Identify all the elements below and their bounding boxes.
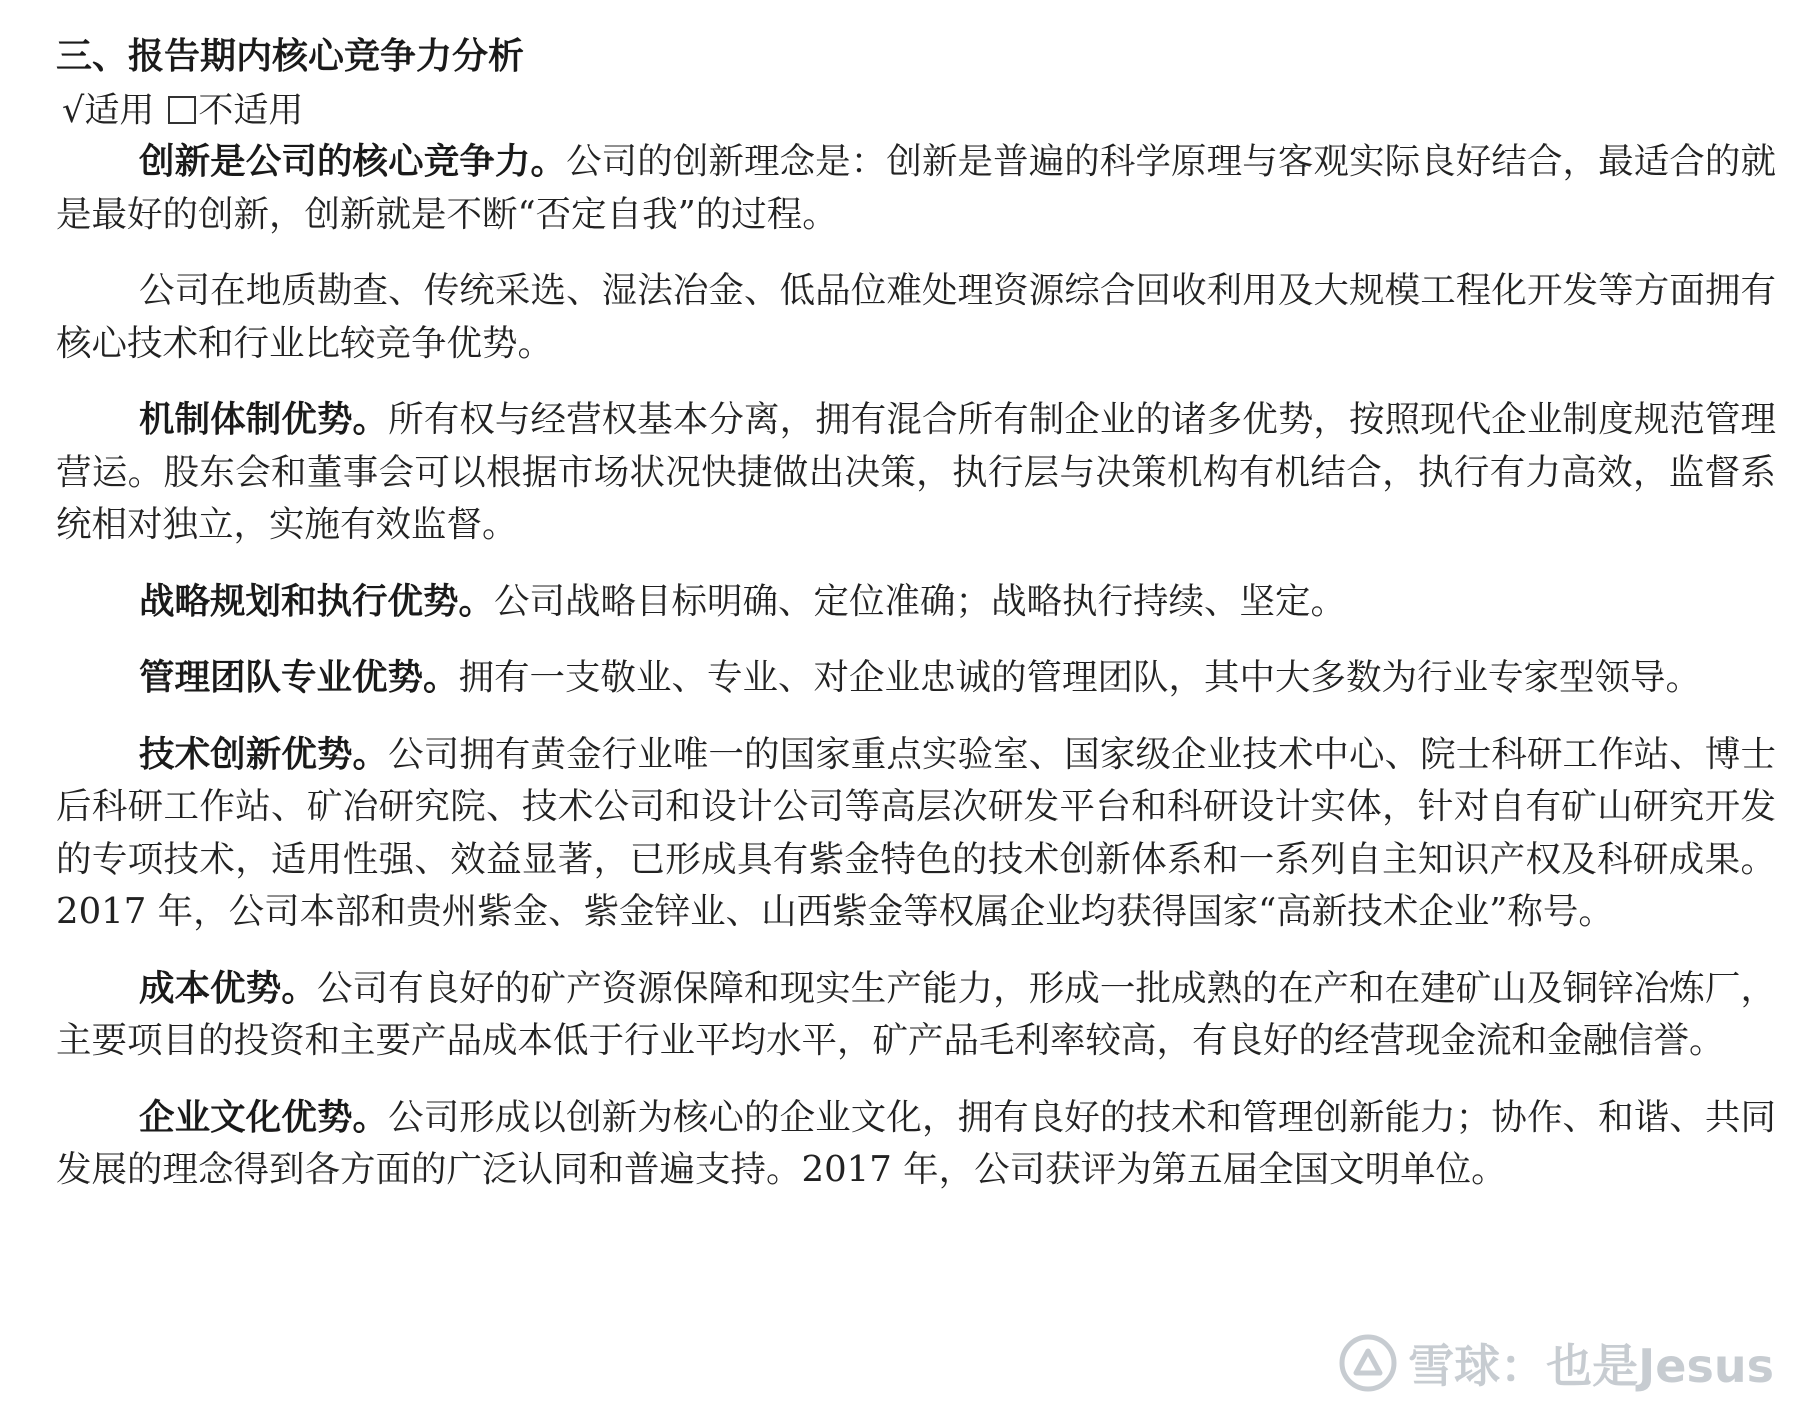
paragraph-body: 公司在地质勘查、传统采选、湿法冶金、低品位难处理资源综合回收利用及大规模工程化开发等方面拥有核心技术和行业比较竞争优势。	[56, 270, 1776, 364]
paragraph-management-team	[56, 652, 1776, 705]
paragraph-tech-innovation	[56, 729, 1776, 939]
paragraph-lead: 战略规划和执行优势。	[139, 580, 495, 622]
not-applicable-label: 不适用	[198, 91, 304, 131]
document-page	[56, 30, 1776, 1221]
paragraph-core-technology	[56, 265, 1776, 370]
paragraph-body: 公司有良好的矿产资源保障和现实生产能力，形成一批成熟的在产和在建矿山及铜锌冶炼厂，主要项目的投资和主要产品成本低于行业平均水平，矿产品毛利率较高，有良好的经营现金流和金融信誉。	[56, 967, 1776, 1061]
watermark	[1338, 1330, 1774, 1396]
applicability-line	[62, 86, 1776, 136]
applicable-label: 适用	[84, 91, 155, 131]
snowball-logo-icon	[1338, 1333, 1398, 1393]
empty-checkbox-icon	[168, 96, 196, 124]
paragraph-body: 拥有一支敬业、专业、对企业忠诚的管理团队，其中大多数为行业专家型领导。	[458, 657, 1702, 698]
paragraph-lead: 成本优势。	[139, 967, 317, 1009]
checkmark-icon: √	[62, 91, 85, 131]
paragraph-lead: 管理团队专业优势。	[139, 657, 459, 698]
paragraph-body: 所有权与经营权基本分离，拥有混合所有制企业的诸多优势，按照现代企业制度规范管理营运。股东会和董事会可以根据市场状况快捷做出决策，执行层与决策机构有机结合，执行有力高效，监督系统相对独立，实施有效监督。	[56, 399, 1776, 545]
paragraph-innovation	[56, 136, 1776, 241]
paragraph-strategy	[56, 576, 1776, 629]
paragraph-lead: 创新是公司的核心竞争力。	[139, 141, 567, 182]
paragraph-culture	[56, 1092, 1776, 1197]
paragraph-cost	[56, 963, 1776, 1068]
paragraph-lead: 技术创新优势。	[139, 733, 389, 775]
paragraph-body: 公司战略目标明确、定位准确；战略执行持续、坚定。	[494, 580, 1347, 622]
paragraph-mechanism	[56, 394, 1776, 552]
watermark-text: 雪球：也是Jesus	[1408, 1339, 1774, 1393]
paragraph-body: 公司拥有黄金行业唯一的国家重点实验室、国家级企业技术中心、院士科研工作站、博士后科研工作站、矿冶研究院、技术公司和设计公司等高层次研发平台和科研设计实体，针对自有矿山研究开发的专项技术，适用性强、效益显著，已形成具有紫金特色的技术创新体系和一系列自主知识产权及科研成果。2017 年，公司本部和贵州紫金、紫金锌业、山西紫金等权属企业均获得国家“高新技术企业”称号。	[56, 733, 1776, 932]
section-title: 三、报告期内核心竞争力分析	[56, 36, 525, 77]
paragraph-lead: 企业文化优势。	[139, 1096, 389, 1138]
paragraph-body: 公司形成以创新为核心的企业文化，拥有良好的技术和管理创新能力；协作、和谐、共同发展的理念得到各方面的广泛认同和普遍支持。2017 年，公司获评为第五届全国文明单位。	[56, 1096, 1776, 1190]
paragraph-lead: 机制体制优势。	[139, 399, 389, 440]
paragraph-body: 公司的创新理念是：创新是普遍的科学原理与客观实际良好结合，最适合的就是最好的创新，创新就是不断“否定自我”的过程。	[56, 141, 1776, 235]
